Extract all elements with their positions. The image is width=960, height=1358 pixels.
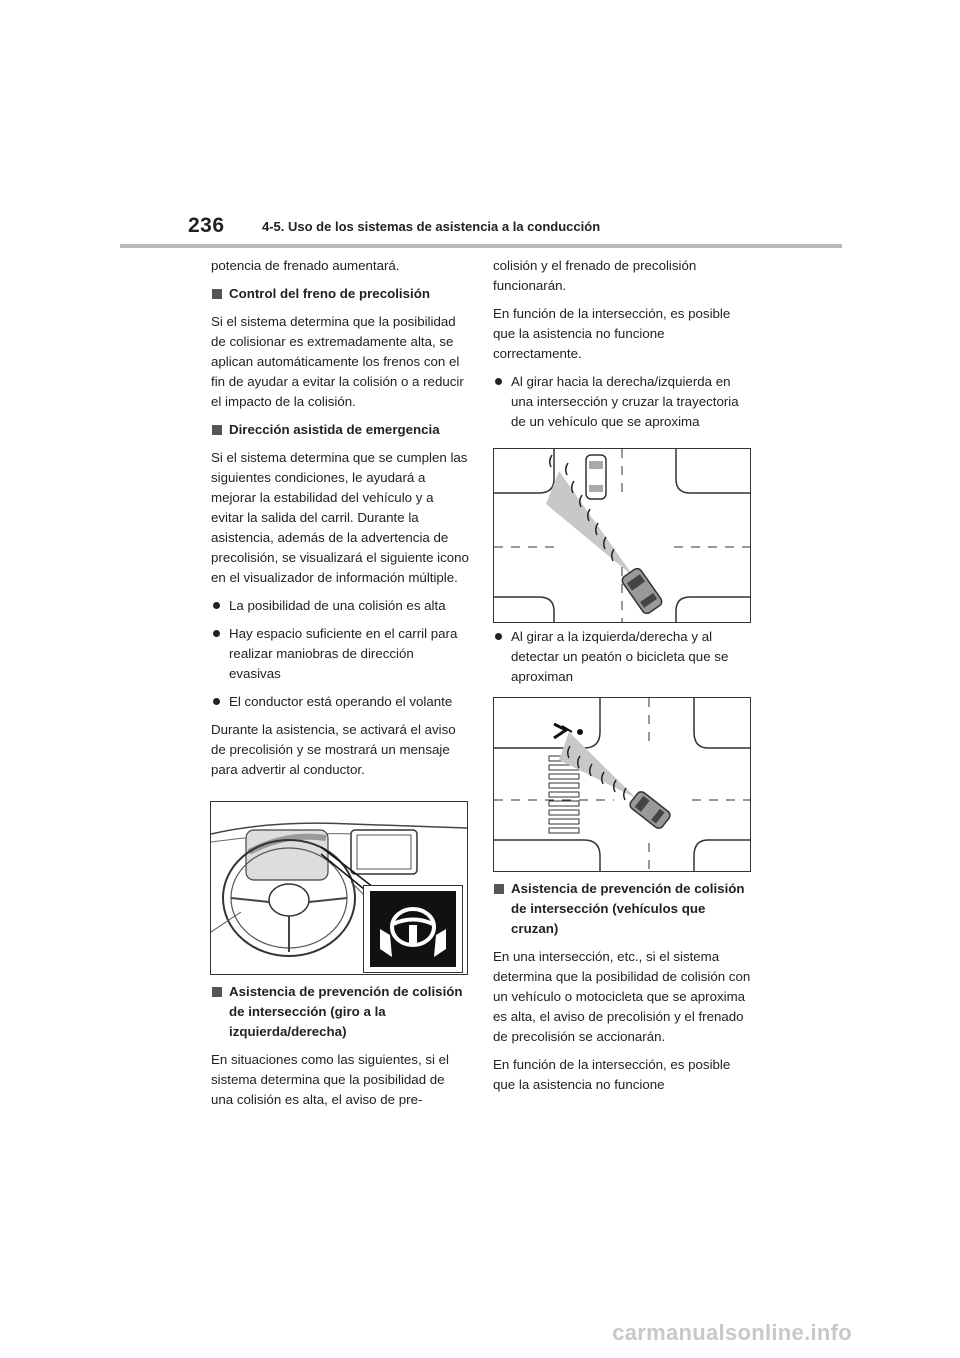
car-icon: [586, 455, 606, 499]
intersection-oncoming-vehicle-diagram: [494, 449, 750, 622]
paragraph: Durante la asistencia, se activará el aviso de precolisión y se mostrará un mensaje para advertir al conductor.: [211, 722, 456, 777]
intersection-vehicle-figure: [493, 448, 751, 623]
intersection-pedestrian-figure: [493, 697, 751, 872]
dashboard-figure: [210, 801, 468, 975]
bullet-item: La posibilidad de una colisión es alta: [211, 596, 469, 616]
section-heading: Asistencia de prevención de colisión de intersección (vehículos que cruzan): [493, 879, 751, 939]
steering-assist-icon: [370, 891, 456, 967]
intersection-pedestrian-diagram: [494, 698, 750, 871]
paragraph: colisión y el frenado de precolisión funcionarán.: [493, 258, 697, 293]
right-column-lower: [493, 879, 751, 1103]
right-column: [493, 256, 751, 440]
left-column-lower: [211, 982, 469, 1118]
section-title: 4-5. Uso de los sistemas de asistencia a la conducción: [262, 219, 601, 234]
watermark: carmanualsonline.info: [612, 1320, 852, 1345]
paragraph: potencia de frenado aumentará.: [211, 258, 400, 273]
section-heading: Dirección asistida de emergencia: [211, 420, 469, 440]
paragraph: Si el sistema determina que la posibilidad de colisionar es extremadamente alta, se aplican automáticamente los frenos con el fin de ayudar a evitar la colisión o a reducir el impacto de la colisión.: [211, 314, 464, 409]
car-icon: [628, 790, 672, 830]
header-rule: [120, 244, 842, 248]
bullet-item: Al girar a la izquierda/derecha y al detectar un peatón o bicicleta que se aproximan: [493, 627, 751, 687]
page-number: 236: [188, 214, 225, 237]
section-heading: Control del freno de precolisión: [211, 284, 469, 304]
right-column-mid: [493, 627, 751, 695]
icon-frame: [363, 885, 463, 973]
paragraph: En situaciones como las siguientes, si el sistema determina que la posibilidad de una colisión es alta, el aviso de pre-: [211, 1052, 449, 1107]
paragraph: En función de la intersección, es posible que la asistencia no funcione: [493, 1057, 731, 1092]
section-heading: Asistencia de prevención de colisión de intersección (giro a la izquierda/derecha): [211, 982, 469, 1042]
paragraph: Si el sistema determina que se cumplen las siguientes condiciones, le ayudará a mejorar la estabilidad del vehículo y a evitar la salida del carril. Durante la asistencia, además de la advertencia de precolisión, se visualizará el siguiente icono en el visualizador de información múltiple.: [211, 450, 469, 585]
left-column: [211, 256, 469, 788]
bullet-item: El conductor está operando el volante: [211, 692, 469, 712]
bullet-item: Al girar hacia la derecha/izquierda en una intersección y cruzar la trayectoria de un vehículo que se aproxima: [493, 372, 751, 432]
car-icon: [620, 567, 663, 616]
bullet-item: Hay espacio suficiente en el carril para realizar maniobras de dirección evasivas: [211, 624, 469, 684]
paragraph: En una intersección, etc., si el sistema determina que la posibilidad de colisión con un vehículo o motocicleta que se aproxima es alta, el aviso de precolisión y el frenado de precolisión se accionarán.: [493, 949, 751, 1044]
paragraph: En función de la intersección, es posible que la asistencia no funcione correctamente.: [493, 306, 731, 361]
